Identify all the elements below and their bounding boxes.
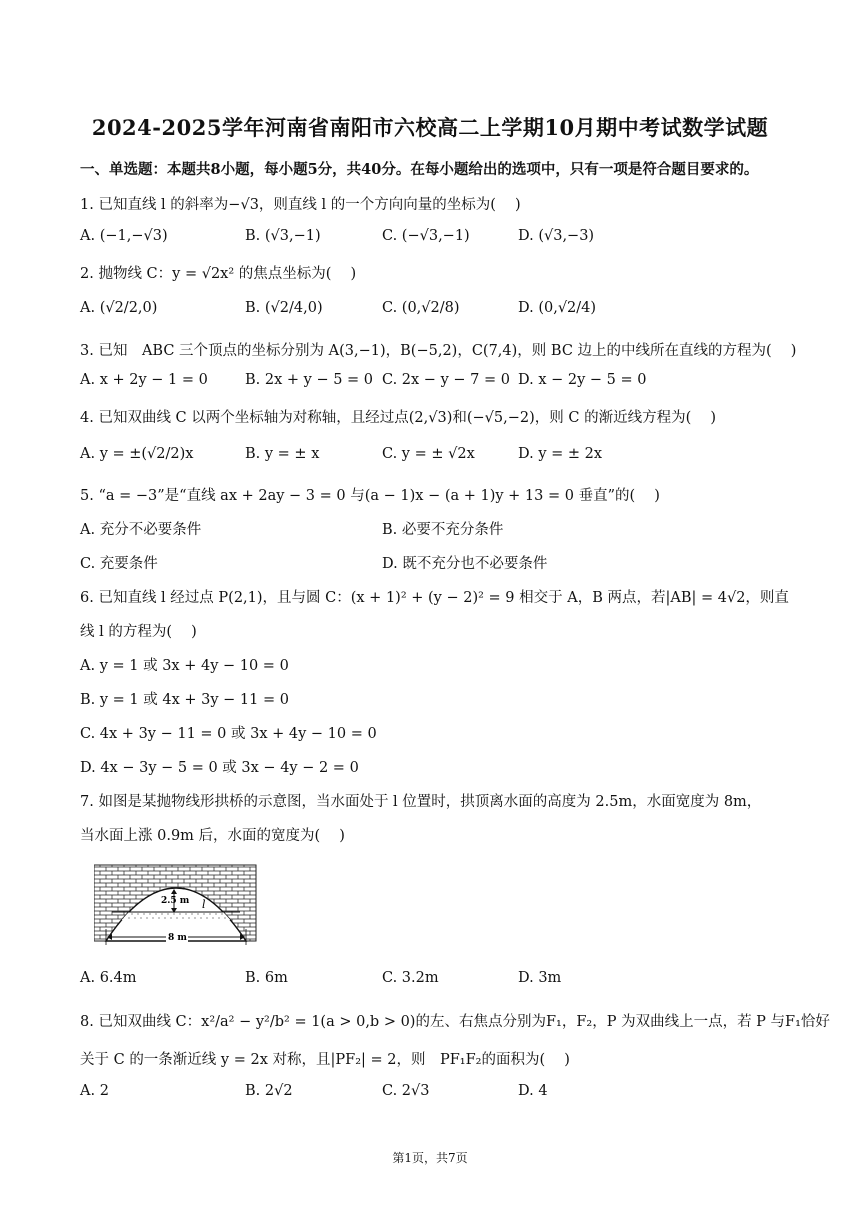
question-7-stem-line1: 7. 如图是某抛物线形拱桥的示意图，当水面处于 l 位置时，拱顶离水面的高度为 2.5m，水面宽度为 8m， <box>80 794 762 810</box>
question-2-stem: 2. 抛物线 C：y = √2x² 的焦点坐标为( ) <box>80 266 357 282</box>
question-7-option-c: C. 3.2m <box>382 970 439 986</box>
question-6-option-d: D. 4x − 3y − 5 = 0 或 3x − 4y − 2 = 0 <box>80 760 359 776</box>
question-3-option-b: B. 2x + y − 5 = 0 <box>245 372 374 388</box>
question-7-stem-line2: 当水面上涨 0.9m 后，水面的宽度为( ) <box>80 828 345 844</box>
question-7-option-b: B. 6m <box>245 970 288 986</box>
document-title: 2024-2025学年河南省南阳市六校高二上学期10月期中考试数学试题 <box>91 115 769 140</box>
question-7-option-d: D. 3m <box>518 970 562 986</box>
question-5-option-a: A. 充分不必要条件 <box>80 522 202 538</box>
question-8-option-c: C. 2√3 <box>382 1083 430 1099</box>
question-5-option-d: D. 既不充分也不必要条件 <box>382 556 548 572</box>
question-8-stem-line2: 关于 C 的一条渐近线 y = 2x 对称，且|PF₂| = 2，则 PF₁F₂的面积为( ) <box>80 1052 570 1068</box>
arch-bridge-diagram <box>94 863 260 955</box>
question-5-stem: 5. “a = −3”是“直线 ax + 2ay − 3 = 0 与(a − 1)x − (a + 1)y + 13 = 0 垂直”的( ) <box>80 488 660 504</box>
water-level-label: l <box>202 898 206 911</box>
question-1-option-c: C. (−√3,−1) <box>382 228 470 244</box>
question-1-option-b: B. (√3,−1) <box>245 228 321 244</box>
height-label: 2.5 m <box>161 896 190 906</box>
question-6-option-a: A. y = 1 或 3x + 4y − 10 = 0 <box>80 658 289 674</box>
question-7-option-a: A. 6.4m <box>80 970 137 986</box>
question-8-option-a: A. 2 <box>80 1083 109 1099</box>
question-6-stem-line1: 6. 已知直线 l 经过点 P(2,1)，且与圆 C：(x + 1)² + (y − 2)² = 9 相交于 A，B 两点，若|AB| = 4√2，则直 <box>80 590 789 606</box>
page-footer: 第1页，共7页 <box>392 1151 468 1165</box>
question-2-option-c: C. (0,√2/8) <box>382 300 460 316</box>
question-8-stem-line1: 8. 已知双曲线 C：x²/a² − y²/b² = 1(a > 0,b > 0)的左、右焦点分别为F₁，F₂，P 为双曲线上一点，若 P 与F₁恰好 <box>80 1014 830 1030</box>
question-3-option-a: A. x + 2y − 1 = 0 <box>80 372 208 388</box>
question-4-option-c: C. y = ± √2x <box>382 446 475 462</box>
question-4-stem: 4. 已知双曲线 C 以两个坐标轴为对称轴，且经过点(2,√3)和(−√5,−2)，则 C 的渐近线方程为( ) <box>80 410 717 426</box>
question-3-stem: 3. 已知 ABC 三个顶点的坐标分别为 A(3,−1)，B(−5,2)，C(7,4)，则 BC 边上的中线所在直线的方程为( ) <box>80 343 797 359</box>
section-heading: 一、单选题：本题共8小题，每小题5分，共40分。在每小题给出的选项中，只有一项是符合题目要求的。 <box>80 161 759 178</box>
question-4-option-d: D. y = ± 2x <box>518 446 603 462</box>
question-1-stem: 1. 已知直线 l 的斜率为−√3，则直线 l 的一个方向向量的坐标为( ) <box>80 197 521 213</box>
question-8-option-d: D. 4 <box>518 1083 548 1099</box>
question-2-option-a: A. (√2/2,0) <box>80 300 158 316</box>
arch-bridge-figure <box>94 863 260 959</box>
question-6-option-c: C. 4x + 3y − 11 = 0 或 3x + 4y − 10 = 0 <box>80 726 377 742</box>
question-2-option-b: B. (√2/4,0) <box>245 300 323 316</box>
question-5-option-c: C. 充要条件 <box>80 556 158 572</box>
question-5-option-b: B. 必要不充分条件 <box>382 522 504 538</box>
question-3-option-d: D. x − 2y − 5 = 0 <box>518 372 647 388</box>
question-4-option-a: A. y = ±(√2/2)x <box>80 446 194 462</box>
question-1-option-d: D. (√3,−3) <box>518 228 595 244</box>
question-8-option-b: B. 2√2 <box>245 1083 293 1099</box>
question-6-option-b: B. y = 1 或 4x + 3y − 11 = 0 <box>80 692 289 708</box>
question-2-option-d: D. (0,√2/4) <box>518 300 597 316</box>
question-4-option-b: B. y = ± x <box>245 446 320 462</box>
question-3-option-c: C. 2x − y − 7 = 0 <box>382 372 510 388</box>
question-1-option-a: A. (−1,−√3) <box>80 228 168 244</box>
width-label: 8 m <box>168 933 187 943</box>
question-6-stem-line2: 线 l 的方程为( ) <box>80 624 197 640</box>
